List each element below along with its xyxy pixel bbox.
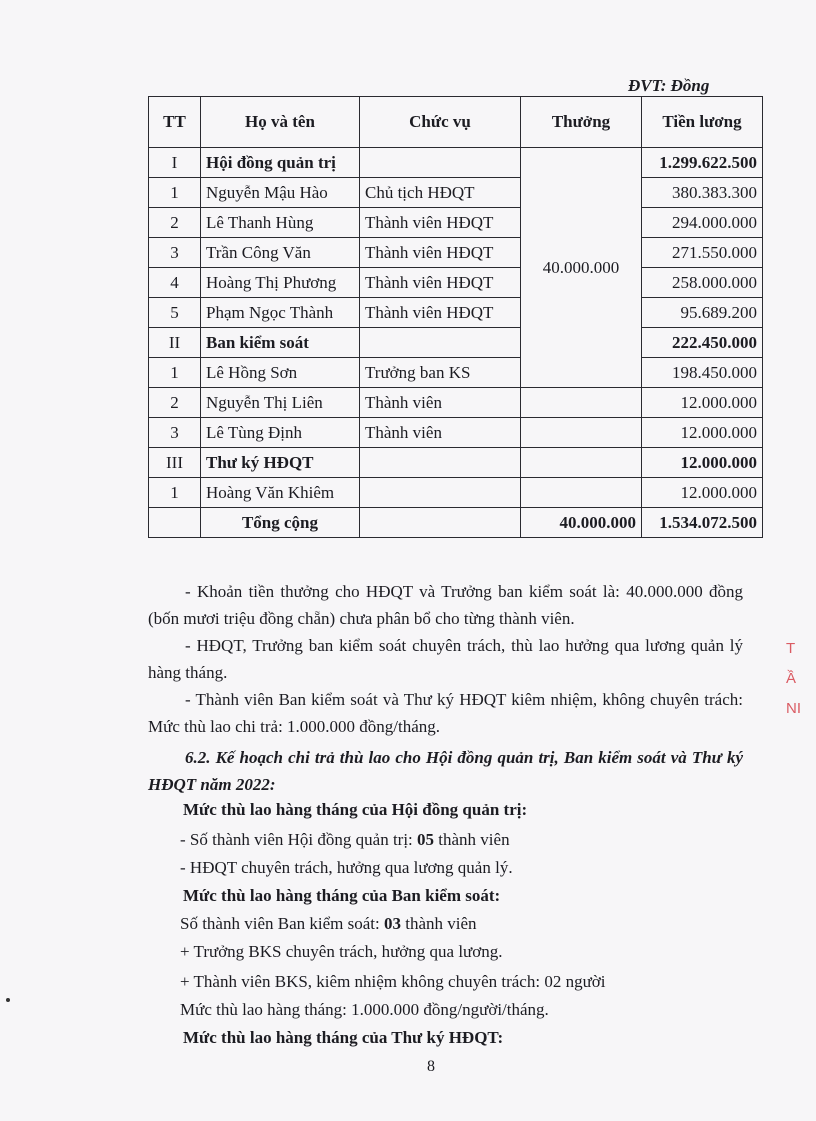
cell-position (360, 328, 521, 358)
board-count-prefix: - Số thành viên Hội đồng quản trị: (180, 830, 418, 849)
cell-bonus (521, 418, 642, 448)
cell-salary: 198.450.000 (642, 358, 763, 388)
cell-name: Nguyễn Thị Liên (201, 388, 360, 418)
cell-salary: 95.689.200 (642, 298, 763, 328)
header-name: Họ và tên (201, 97, 360, 148)
cell-salary: 12.000.000 (642, 448, 763, 478)
board-count (180, 830, 510, 850)
cell-position: Thành viên HĐQT (360, 238, 521, 268)
cell-bonus (521, 448, 642, 478)
total-salary: 1.534.072.500 (642, 508, 763, 538)
control-heading: Mức thù lao hàng tháng của Ban kiểm soát: (183, 886, 501, 905)
cell-name: Hội đồng quản trị (201, 148, 360, 178)
cell-salary: 294.000.000 (642, 208, 763, 238)
stamp-text-2: Ầ (786, 670, 797, 687)
cell-salary: 12.000.000 (642, 388, 763, 418)
stamp-fragment (786, 620, 801, 724)
cell-position: Thành viên HĐQT (360, 268, 521, 298)
table-row (149, 208, 763, 238)
cell-salary: 258.000.000 (642, 268, 763, 298)
table-row (149, 478, 763, 508)
table-row (149, 298, 763, 328)
board-count-value: 05 (417, 830, 435, 849)
control-count (180, 914, 477, 934)
control-note-head: + Trưởng BKS chuyên trách, hưởng qua lương. (180, 942, 503, 961)
table-row (149, 358, 763, 388)
secretary-heading: Mức thù lao hàng tháng của Thư ký HĐQT: (183, 1028, 504, 1047)
cell-tt (149, 508, 201, 538)
cell-salary: 12.000.000 (642, 478, 763, 508)
cell-position: Trưởng ban KS (360, 358, 521, 388)
table-row (149, 268, 763, 298)
board-count-suffix: thành viên (434, 830, 510, 849)
cell-bonus (521, 388, 642, 418)
board-heading: Mức thù lao hàng tháng của Hội đồng quản trị: (183, 800, 528, 819)
table-row (149, 418, 763, 448)
page-number: 8 (427, 1058, 435, 1075)
cell-position: Thành viên HĐQT (360, 208, 521, 238)
cell-bonus (521, 478, 642, 508)
table-total-row (149, 508, 763, 538)
control-rate: Mức thù lao hàng tháng: 1.000.000 đồng/người/tháng. (180, 1000, 549, 1019)
cell-salary: 1.299.622.500 (642, 148, 763, 178)
unit-label: ĐVT: Đồng (628, 76, 710, 95)
cell-name: Trần Công Văn (201, 238, 360, 268)
cell-position (360, 148, 521, 178)
board-note: - HĐQT chuyên trách, hưởng qua lương quản lý. (180, 858, 513, 877)
table-row (149, 238, 763, 268)
stamp-text-1: T (786, 640, 796, 657)
cell-position: Thành viên (360, 418, 521, 448)
stamp-text-3: NI (786, 700, 801, 717)
cell-name: Hoàng Thị Phương (201, 268, 360, 298)
cell-salary: 12.000.000 (642, 418, 763, 448)
paragraph-bonus: - Khoản tiền thưởng cho HĐQT và Trưởng ban kiểm soát là: 40.000.000 đồng (bốn mươi triệu đồng chẵn) chưa phân bổ cho từng thành viên. (148, 582, 743, 628)
cell-position (360, 478, 521, 508)
header-bonus: Thưởng (521, 97, 642, 148)
cell-name: Lê Thanh Hùng (201, 208, 360, 238)
cell-tt: 1 (149, 358, 201, 388)
control-count-value: 03 (383, 914, 401, 933)
remuneration-table (148, 96, 763, 538)
cell-name: Thư ký HĐQT (201, 448, 360, 478)
cell-position: Thành viên (360, 388, 521, 418)
control-count-suffix: thành viên (400, 914, 477, 933)
cell-tt: I (149, 148, 201, 178)
cell-name: Lê Hồng Sơn (201, 358, 360, 388)
cell-tt: 2 (149, 208, 201, 238)
cell-tt: III (149, 448, 201, 478)
cell-tt: 1 (149, 178, 201, 208)
cell-position: Chủ tịch HĐQT (360, 178, 521, 208)
total-bonus: 40.000.000 (521, 508, 642, 538)
header-tt: TT (149, 97, 201, 148)
cell-name: Phạm Ngọc Thành (201, 298, 360, 328)
section-title: 6.2. Kế hoạch chi trả thù lao cho Hội đồng quản trị, Ban kiểm soát và Thư ký HĐQT năm 2022: (148, 748, 743, 794)
table-header-row (149, 97, 763, 148)
cell-salary: 271.550.000 (642, 238, 763, 268)
paragraph-board-salary: - HĐQT, Trưởng ban kiểm soát chuyên trách, thù lao hưởng qua lương quản lý hàng tháng. (148, 636, 743, 682)
header-salary: Tiền lương (642, 97, 763, 148)
cell-tt: 1 (149, 478, 201, 508)
cell-tt: 3 (149, 238, 201, 268)
table-row (149, 388, 763, 418)
cell-salary: 222.450.000 (642, 328, 763, 358)
cell-salary: 380.383.300 (642, 178, 763, 208)
table-row (149, 448, 763, 478)
cell-tt: 3 (149, 418, 201, 448)
scan-speck (6, 998, 10, 1002)
cell-name: Hoàng Văn Khiêm (201, 478, 360, 508)
cell-tt: 4 (149, 268, 201, 298)
cell-name: Nguyễn Mậu Hào (201, 178, 360, 208)
cell-bonus-merged: 40.000.000 (521, 148, 642, 388)
table-row (149, 178, 763, 208)
cell-position: Thành viên HĐQT (360, 298, 521, 328)
paragraph-part-time: - Thành viên Ban kiểm soát và Thư ký HĐQT kiêm nhiệm, không chuyên trách: Mức thù lao chi trả: 1.000.000 đồng/tháng. (148, 690, 743, 736)
cell-name: Ban kiểm soát (201, 328, 360, 358)
table-row (149, 148, 763, 178)
cell-tt: II (149, 328, 201, 358)
header-position: Chức vụ (360, 97, 521, 148)
cell-tt: 5 (149, 298, 201, 328)
total-label: Tổng cộng (201, 508, 360, 538)
table-row (149, 328, 763, 358)
cell-position (360, 448, 521, 478)
cell-tt: 2 (149, 388, 201, 418)
cell-name: Lê Tùng Định (201, 418, 360, 448)
cell-position (360, 508, 521, 538)
control-count-prefix: Số thành viên Ban kiểm soát: (180, 914, 384, 933)
control-note-members: + Thành viên BKS, kiêm nhiệm không chuyên trách: 02 người (180, 972, 606, 991)
